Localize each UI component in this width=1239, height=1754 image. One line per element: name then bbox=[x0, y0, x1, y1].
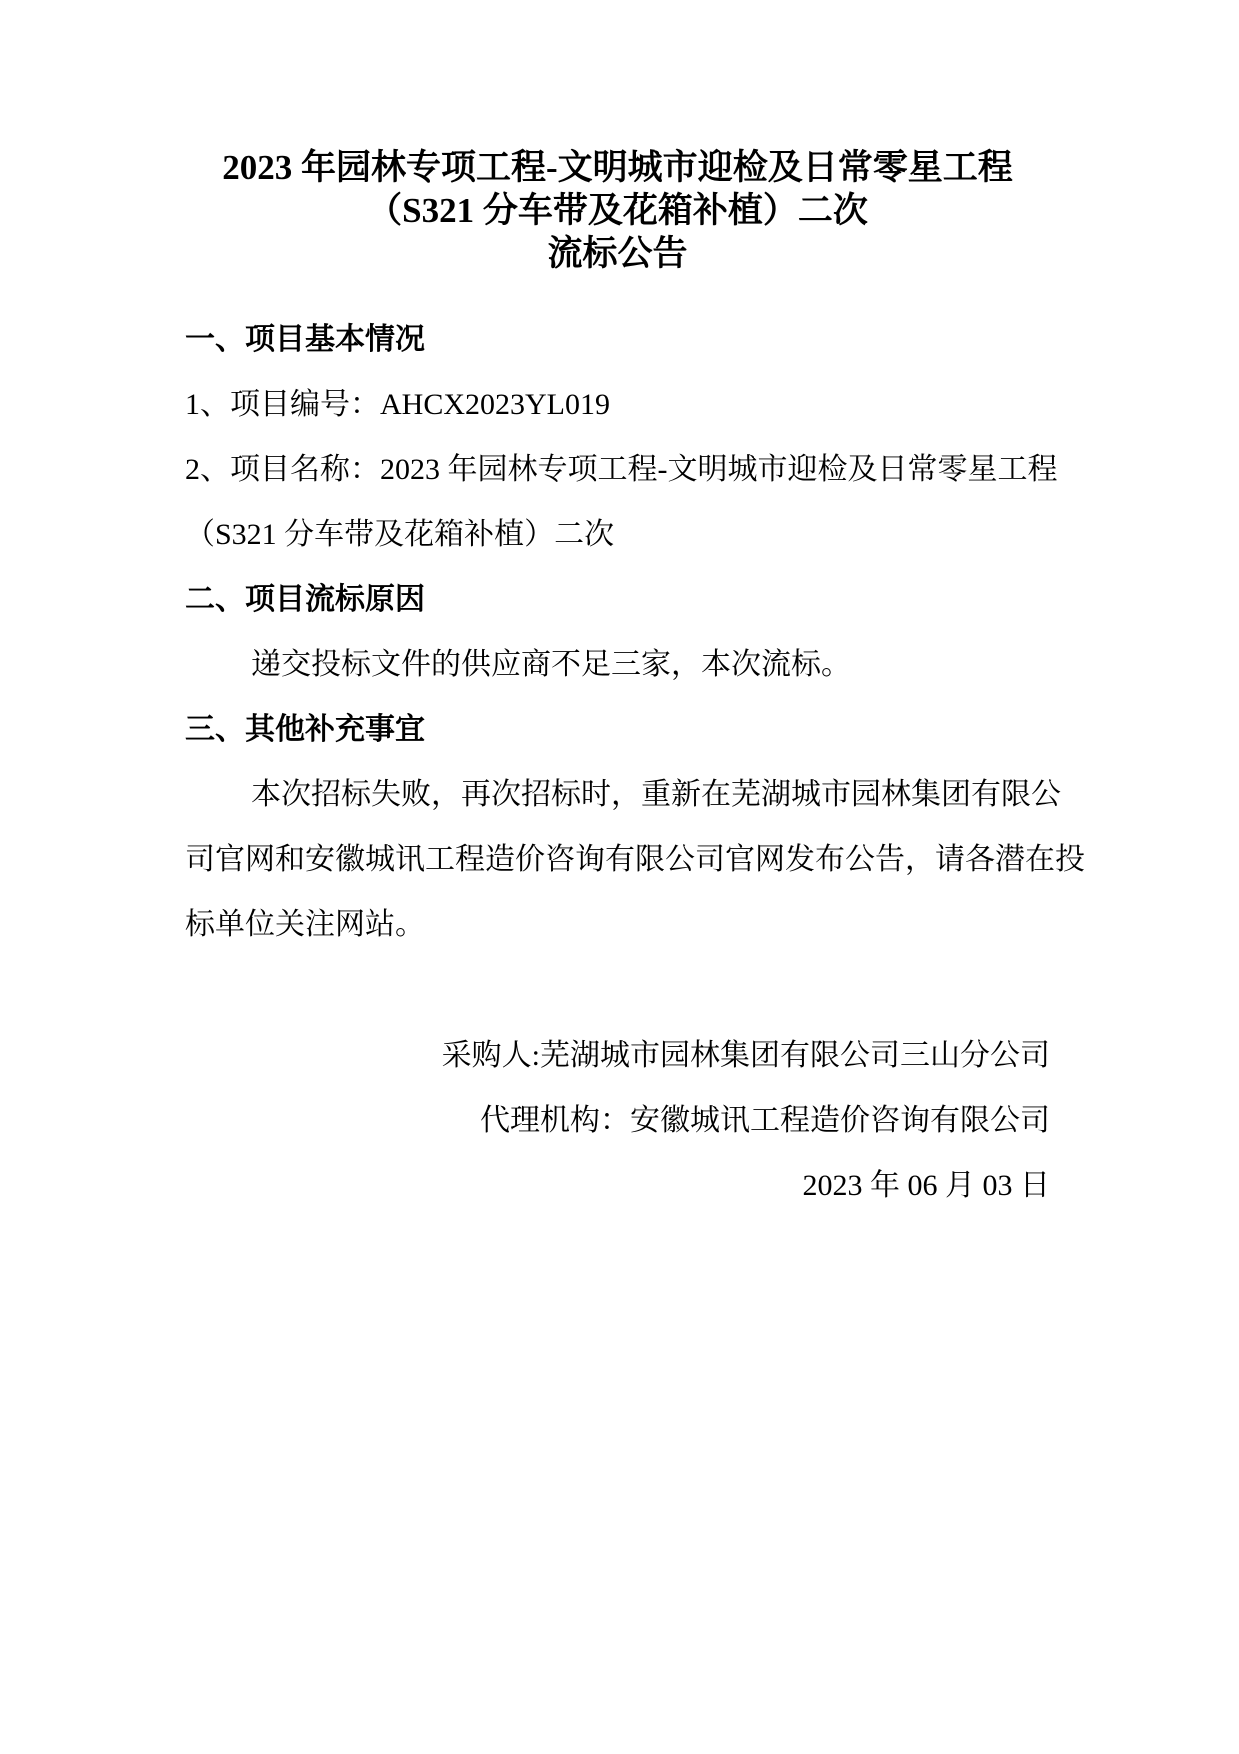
date-line: 2023 年 06 月 03 日 bbox=[802, 1169, 1050, 1202]
signature-block bbox=[185, 1023, 1050, 1218]
section3-body-line3: 标单位关注网站。 bbox=[185, 908, 425, 941]
section1-item-project-name-line2: （S321 分车带及花箱补植）二次 bbox=[185, 518, 615, 551]
title-line-3: 流标公告 bbox=[547, 234, 688, 273]
section1-item-project-number: 1、项目编号：AHCX2023YL019 bbox=[185, 388, 610, 421]
section3-body-line1: 本次招标失败，再次招标时，重新在芜湖城市园林集团有限公 bbox=[251, 778, 1061, 811]
section2-heading: 二、项目流标原因 bbox=[185, 583, 425, 616]
section3-heading: 三、其他补充事宜 bbox=[185, 713, 425, 746]
purchaser-line: 采购人:芜湖城市园林集团有限公司三山分公司 bbox=[441, 1039, 1050, 1072]
section3-body-line2: 司官网和安徽城讯工程造价咨询有限公司官网发布公告，请各潜在投 bbox=[185, 843, 1085, 876]
title-line-2: （S321 分车带及花箱补植）二次 bbox=[367, 191, 868, 230]
section1-item-project-name-line1: 2、项目名称：2023 年园林专项工程-文明城市迎检及日常零星工程 bbox=[185, 453, 1058, 486]
title-line-1: 2023 年园林专项工程-文明城市迎检及日常零星工程 bbox=[222, 148, 1013, 187]
section2-body: 递交投标文件的供应商不足三家，本次流标。 bbox=[251, 648, 851, 681]
agency-line: 代理机构：安徽城讯工程造价咨询有限公司 bbox=[480, 1104, 1050, 1137]
section1-heading: 一、项目基本情况 bbox=[185, 323, 425, 356]
document-title bbox=[185, 146, 1050, 275]
document-body bbox=[185, 307, 1085, 1218]
